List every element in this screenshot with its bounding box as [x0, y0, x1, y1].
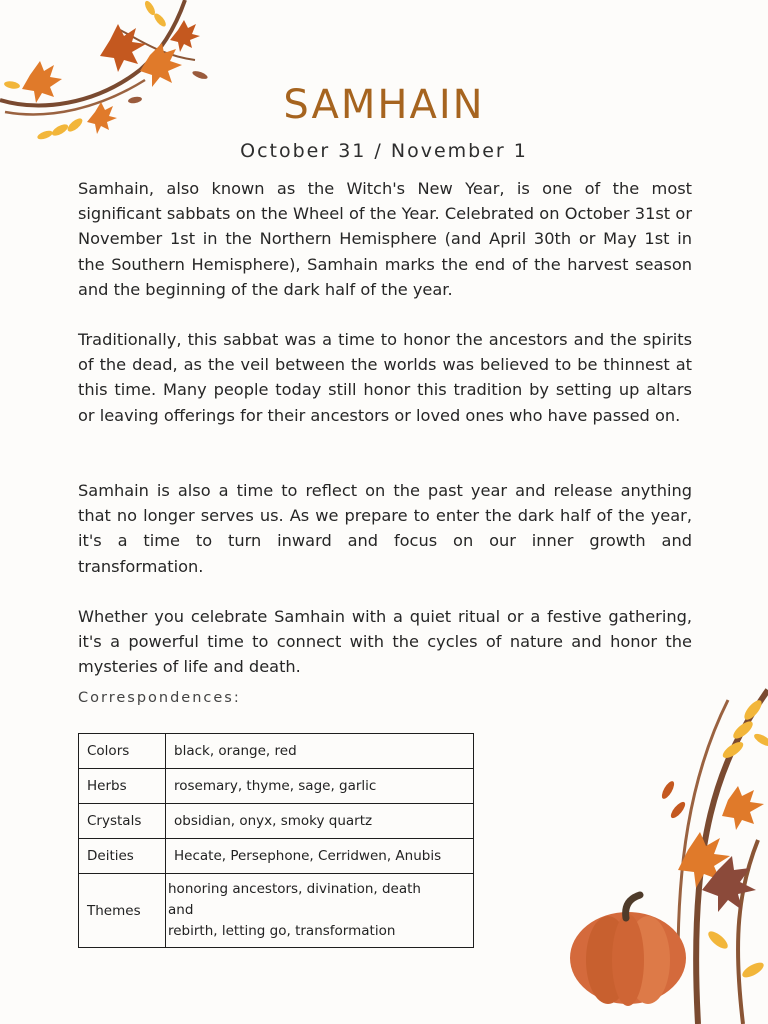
- table-value: Hecate, Persephone, Cerridwen, Anubis: [166, 839, 474, 874]
- table-row: [79, 804, 474, 839]
- table-value: obsidian, onyx, smoky quartz: [166, 804, 474, 839]
- intro-paragraph: Samhain, also known as the Witch's New Year, is one of the most significant sabbats on the Wheel of the Year. Celebrated on October 31st or November 1st in the Northern Hemisphere (and April 30th or May 1st in the Southern Hemisphere), Samhain marks the end of the harvest season and the beginning of the dark half of the year.: [78, 179, 692, 299]
- table-value: black, orange, red: [166, 734, 474, 769]
- table-row: [79, 839, 474, 874]
- table-key: Herbs: [79, 769, 166, 804]
- date-subtitle: October 31 / November 1: [240, 140, 528, 162]
- table-row: [79, 734, 474, 769]
- pumpkin-and-leaves-illustration: [568, 640, 768, 1024]
- correspondences-table: [78, 733, 474, 948]
- reflection-paragraph: Samhain is also a time to reflect on the past year and release anything that no longer serves us. As we prepare to enter the dark half of the year, it's a time to turn inward and focus on our inner growth and transformation.: [78, 481, 692, 576]
- table-key: Crystals: [79, 804, 166, 839]
- table-row: [79, 769, 474, 804]
- correspondences-label: Correspondences:: [78, 690, 241, 706]
- ancestors-paragraph: Traditionally, this sabbat was a time to honor the ancestors and the spirits of the dead, as the veil between the worlds was believed to be thinnest at this time. Many people today still honor this tradition by setting up altars or leaving offerings for their ancestors or loved ones who have passed on.: [78, 330, 692, 425]
- table-row: [79, 874, 474, 948]
- table-value: honoring ancestors, divination, death and rebirth, letting go, transformation: [166, 874, 474, 948]
- page-title: SAMHAIN: [283, 82, 485, 128]
- celebration-paragraph: Whether you celebrate Samhain with a quiet ritual or a festive gathering, it's a powerful time to connect with the cycles of nature and honor the mysteries of life and death.: [78, 607, 692, 677]
- table-key: Colors: [79, 734, 166, 769]
- table-key: Deities: [79, 839, 166, 874]
- table-key: Themes: [79, 874, 166, 948]
- table-value: rosemary, thyme, sage, garlic: [166, 769, 474, 804]
